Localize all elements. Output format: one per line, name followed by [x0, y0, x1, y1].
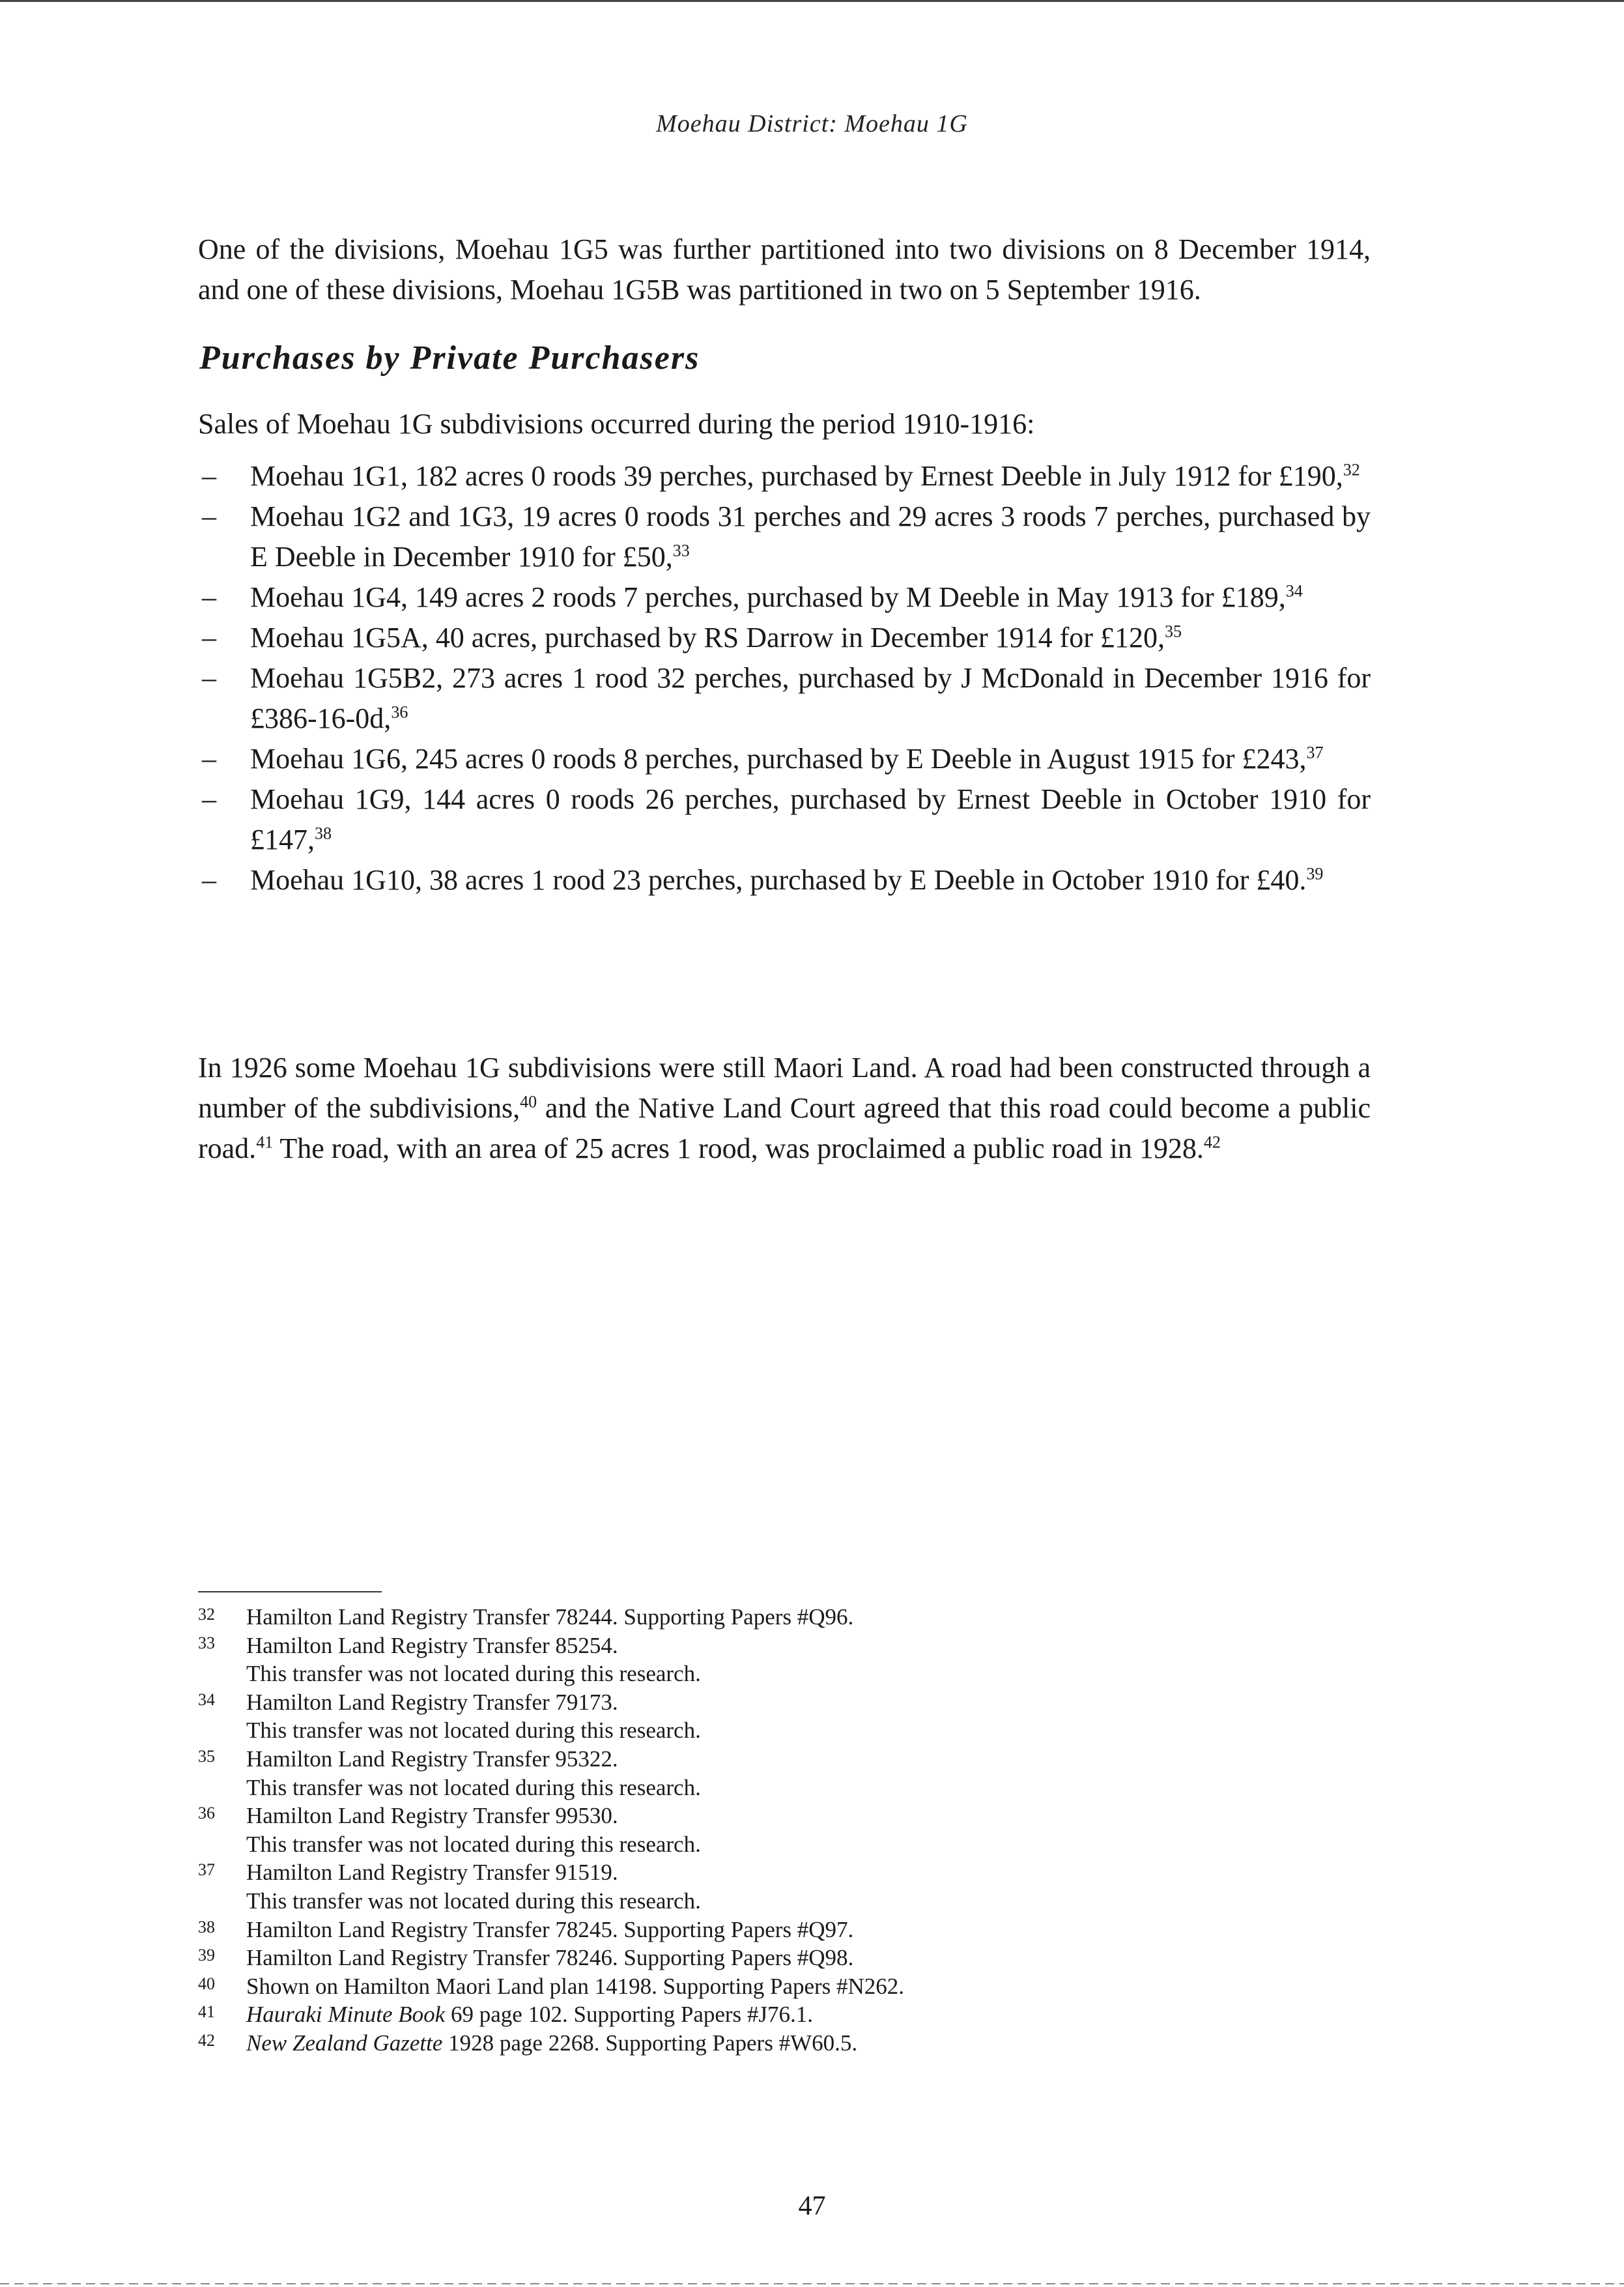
list-item — [198, 779, 1371, 860]
footnote-text: Hamilton Land Registry Transfer 78244. Supporting Papers #Q96. — [246, 1604, 854, 1630]
footnote-continuation: This transfer was not located during this research. — [246, 1774, 701, 1800]
list-item — [198, 658, 1371, 739]
list-item — [198, 860, 1371, 900]
list-item — [198, 739, 1371, 779]
footnote-title: New Zealand Gazette — [246, 2030, 443, 2056]
footnote-ref[interactable]: 33 — [672, 541, 690, 560]
purchase-text: Moehau 1G9, 144 acres 0 roods 26 perches, purchased by Ernest Deeble in October 1910 for £147, — [250, 783, 1371, 856]
footnote-ref[interactable]: 36 — [391, 702, 408, 722]
paragraph-2-part-b: and the Native Land Court agreed that this road could become a public road. — [198, 1092, 1371, 1164]
footnote — [198, 2029, 1305, 2058]
footnote-text: Hamilton Land Registry Transfer 95322. — [246, 1746, 618, 1772]
footnote-number: 36 — [198, 1804, 215, 1823]
intro-line: Sales of Moehau 1G subdivisions occurred during the period 1910-1916: — [198, 408, 1035, 440]
list-item — [198, 456, 1371, 496]
purchase-list — [198, 456, 1371, 900]
footnote-ref[interactable]: 42 — [1203, 1132, 1221, 1152]
list-dash: – — [202, 460, 216, 492]
footnotes — [198, 1603, 1305, 2058]
footnote-ref[interactable]: 37 — [1306, 743, 1324, 762]
bottom-rule — [0, 2283, 1624, 2284]
footnote-text: 1928 page 2268. Supporting Papers #W60.5. — [442, 2030, 858, 2056]
list-dash: – — [202, 783, 216, 815]
footnote-ref[interactable]: 34 — [1285, 581, 1303, 601]
footnote-ref[interactable]: 39 — [1306, 864, 1324, 884]
list-dash: – — [202, 864, 216, 896]
footnote-number: 41 — [198, 2002, 215, 2022]
footnote-text: Shown on Hamilton Maori Land plan 14198. Supporting Papers #N262. — [246, 1973, 905, 1999]
footnote-ref[interactable]: 32 — [1343, 460, 1360, 480]
paragraph-2 — [198, 1048, 1371, 1169]
footnote — [198, 1745, 1305, 1802]
footnote — [198, 1972, 1305, 2001]
paragraph-1: One of the divisions, Moehau 1G5 was further partitioned into two divisions on 8 December 1914, and one of these divisions, Moehau 1G5B was partitioned in two on 5 September 1916. — [198, 233, 1371, 306]
footnote — [198, 1632, 1305, 1688]
paragraph-2-part-c: The road, with an area of 25 acres 1 rood, was proclaimed a public road in 1928. — [273, 1132, 1204, 1164]
footnote-number: 38 — [198, 1917, 215, 1936]
footnote-continuation: This transfer was not located during this research. — [246, 1661, 701, 1687]
list-item — [198, 577, 1371, 618]
section-heading: Purchases by Private Purchasers — [199, 339, 700, 377]
footnote — [198, 2000, 1305, 2029]
footnote-text: 69 page 102. Supporting Papers #J76.1. — [445, 2002, 814, 2028]
footnote — [198, 1858, 1305, 1915]
list-dash: – — [202, 500, 216, 532]
footnote-number: 37 — [198, 1860, 215, 1880]
footnote-title: Hauraki Minute Book — [246, 2002, 446, 2028]
running-head: Moehau District: Moehau 1G — [656, 110, 968, 137]
purchase-text: Moehau 1G2 and 1G3, 19 acres 0 roods 31 perches and 29 acres 3 roods 7 perches, purchased by E Deeble in December 1910 for £50, — [250, 500, 1371, 573]
footnote-number: 40 — [198, 1974, 215, 1993]
paragraph-2-part-a: In 1926 some Moehau 1G subdivisions were still Maori Land. A road had been constructed through a number of the subdivisions, — [198, 1052, 1371, 1124]
footnote-number: 42 — [198, 2030, 215, 2050]
purchase-text: Moehau 1G5B2, 273 acres 1 rood 32 perches, purchased by J McDonald in December 1916 for £386-16-0d, — [250, 662, 1371, 734]
purchase-text: Moehau 1G5A, 40 acres, purchased by RS Darrow in December 1914 for £120, — [250, 622, 1165, 654]
footnote — [198, 1603, 1305, 1632]
list-item — [198, 618, 1371, 658]
footnote-number: 34 — [198, 1690, 215, 1709]
footnote-number: 33 — [198, 1633, 215, 1652]
purchase-text: Moehau 1G10, 38 acres 1 rood 23 perches, purchased by E Deeble in October 1910 for £40. — [250, 864, 1307, 896]
purchase-text: Moehau 1G6, 245 acres 0 roods 8 perches, purchased by E Deeble in August 1915 for £243, — [250, 743, 1307, 775]
footnote-text: Hamilton Land Registry Transfer 78246. Supporting Papers #Q98. — [246, 1945, 854, 1971]
footnote-ref[interactable]: 38 — [315, 824, 332, 843]
footnote-number: 35 — [198, 1746, 215, 1766]
footnote-ref[interactable]: 40 — [520, 1092, 537, 1112]
footnote-text: Hamilton Land Registry Transfer 99530. — [246, 1803, 618, 1829]
footnote-continuation: This transfer was not located during this research. — [246, 1888, 701, 1914]
footnote-continuation: This transfer was not located during this research. — [246, 1831, 701, 1857]
footnote — [198, 1916, 1305, 1944]
list-dash: – — [202, 581, 216, 613]
list-dash: – — [202, 662, 216, 694]
list-dash: – — [202, 622, 216, 654]
list-item — [198, 496, 1371, 577]
footnote — [198, 1688, 1305, 1745]
footnote-rule — [198, 1591, 382, 1592]
footnote-text: Hamilton Land Registry Transfer 79173. — [246, 1689, 618, 1715]
footnote-ref[interactable]: 35 — [1164, 622, 1182, 641]
purchase-text: Moehau 1G4, 149 acres 2 roods 7 perches, purchased by M Deeble in May 1913 for £189, — [250, 581, 1286, 613]
purchase-text: Moehau 1G1, 182 acres 0 roods 39 perches, purchased by Ernest Deeble in July 1912 for £190, — [250, 460, 1343, 492]
footnote-number: 39 — [198, 1946, 215, 1965]
top-rule — [0, 0, 1624, 2]
list-dash: – — [202, 743, 216, 775]
footnote-ref[interactable]: 41 — [256, 1132, 274, 1152]
footnote-text: Hamilton Land Registry Transfer 78245. Supporting Papers #Q97. — [246, 1916, 854, 1942]
page-number: 47 — [798, 2191, 826, 2221]
footnote — [198, 1802, 1305, 1858]
footnote-number: 32 — [198, 1605, 215, 1624]
footnote-text: Hamilton Land Registry Transfer 91519. — [246, 1860, 618, 1886]
footnote — [198, 1944, 1305, 1972]
footnote-text: Hamilton Land Registry Transfer 85254. — [246, 1632, 618, 1658]
footnote-continuation: This transfer was not located during this research. — [246, 1718, 701, 1744]
